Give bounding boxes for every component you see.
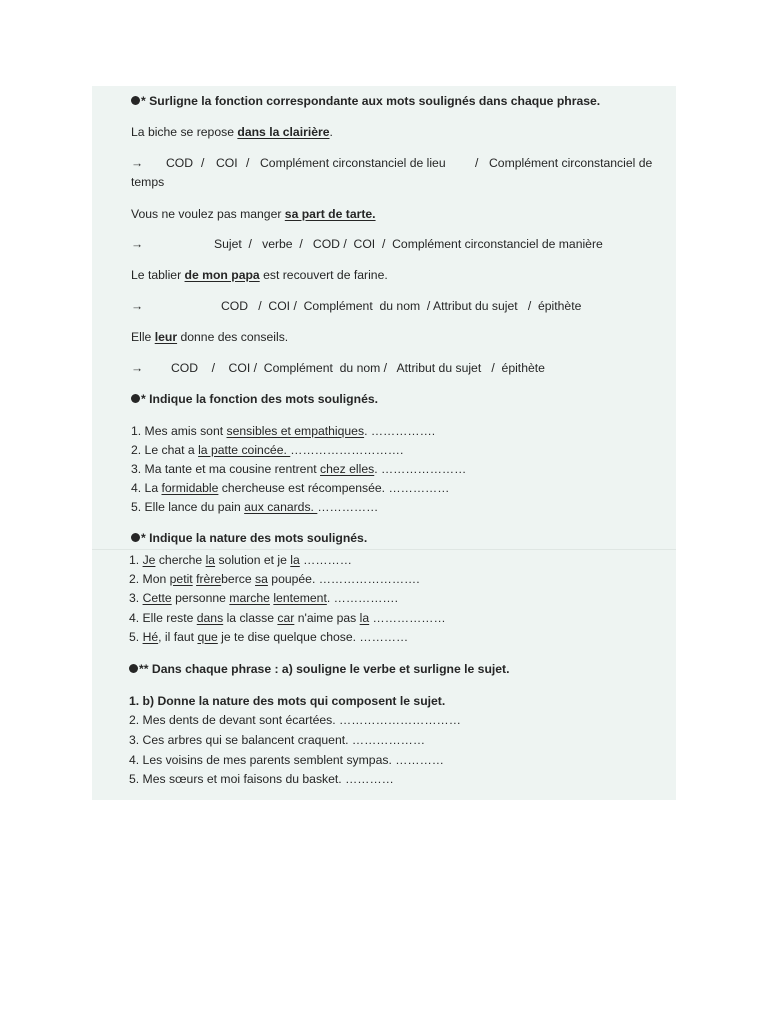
list-item: 5. Mes sœurs et moi faisons du basket. ………… bbox=[129, 772, 394, 786]
bullet-icon bbox=[131, 96, 140, 105]
difficulty-star: * bbox=[141, 392, 146, 406]
difficulty-star: ** bbox=[139, 662, 149, 676]
list-item: 3. Cette personne marche lentement. ……………. bbox=[129, 591, 398, 605]
exercise-title-text: Surligne la fonction correspondante aux mots soulignés dans chaque phrase. bbox=[149, 94, 601, 108]
list-item: 3. Ces arbres qui se balancent craquent. ……………… bbox=[129, 733, 426, 747]
underlined-words: sensibles et empathiques bbox=[226, 424, 365, 438]
list-item: 4. La formidable chercheuse est récompensée. …………… bbox=[131, 481, 450, 495]
underlined-words: la patte coincée. bbox=[198, 443, 291, 457]
underlined-words: chez elles bbox=[320, 462, 375, 476]
choice-cc-temps: Complément circonstanciel de bbox=[489, 156, 653, 170]
sentence-3: Le tablier de mon papa est recouvert de farine. bbox=[131, 268, 388, 282]
exercise-2-title: * Indique la fonction des mots soulignés. bbox=[131, 392, 378, 407]
sentence-2: Vous ne voulez pas manger sa part de tarte. bbox=[131, 207, 376, 221]
bullet-icon bbox=[131, 394, 140, 403]
arrow-icon: → bbox=[131, 299, 144, 313]
choice-coi: COI bbox=[216, 156, 238, 170]
list-item: 1. Mes amis sont sensibles et empathiques. ……………. bbox=[131, 424, 436, 438]
difficulty-star: * bbox=[141, 94, 146, 108]
exercise-1-title bbox=[131, 94, 600, 109]
sentence-4: Elle leur donne des conseils. bbox=[131, 330, 289, 344]
list-item: 2. Mes dents de devant sont écartées. ………………………… bbox=[129, 713, 461, 727]
exercise-4-title: ** Dans chaque phrase : a) souligne le verbe et surligne le sujet. bbox=[129, 662, 510, 677]
sentence-1: La biche se repose dans la clairière. bbox=[131, 125, 333, 139]
list-item: 1. Je cherche la solution et je la ………… bbox=[129, 553, 352, 567]
underlined-words: formidable bbox=[161, 481, 219, 495]
list-item: 5. Hé, il faut que je te dise quelque chose. ………… bbox=[129, 630, 409, 644]
bullet-icon bbox=[129, 664, 138, 673]
arrow-icon: → bbox=[131, 361, 144, 375]
underlined-words: sa part de tarte. bbox=[284, 207, 376, 221]
list-item: 2. Mon petit frèreberce sa poupée. ……………………. bbox=[129, 572, 420, 586]
underlined-words: leur bbox=[154, 330, 178, 344]
arrow-icon: → bbox=[131, 156, 144, 170]
exercise-3-title: * Indique la nature des mots soulignés. bbox=[131, 531, 367, 546]
exercise-4-subtitle: 1. b) Donne la nature des mots qui composent le sujet. bbox=[129, 694, 446, 708]
divider bbox=[92, 549, 676, 550]
bullet-icon bbox=[131, 533, 140, 542]
list-item: 5. Elle lance du pain aux canards. …………… bbox=[131, 500, 379, 514]
list-item: 3. Ma tante et ma cousine rentrent chez elles. ………………… bbox=[131, 462, 467, 476]
underlined-words: dans la clairière bbox=[237, 125, 330, 139]
arrow-icon: → bbox=[131, 237, 144, 251]
list-item: 4. Elle reste dans la classe car n'aime pas la ……………… bbox=[129, 611, 446, 625]
list-item: 4. Les voisins de mes parents semblent sympas. ………… bbox=[129, 753, 444, 767]
underlined-words: aux canards. bbox=[244, 500, 318, 514]
choice-cc-lieu: Complément circonstanciel de lieu bbox=[260, 156, 446, 170]
difficulty-star: * bbox=[141, 531, 146, 545]
choice-cod: COD bbox=[166, 156, 194, 170]
underlined-words: de mon papa bbox=[184, 268, 260, 282]
list-item: 2. Le chat a la patte coincée. ………………………. bbox=[131, 443, 404, 457]
